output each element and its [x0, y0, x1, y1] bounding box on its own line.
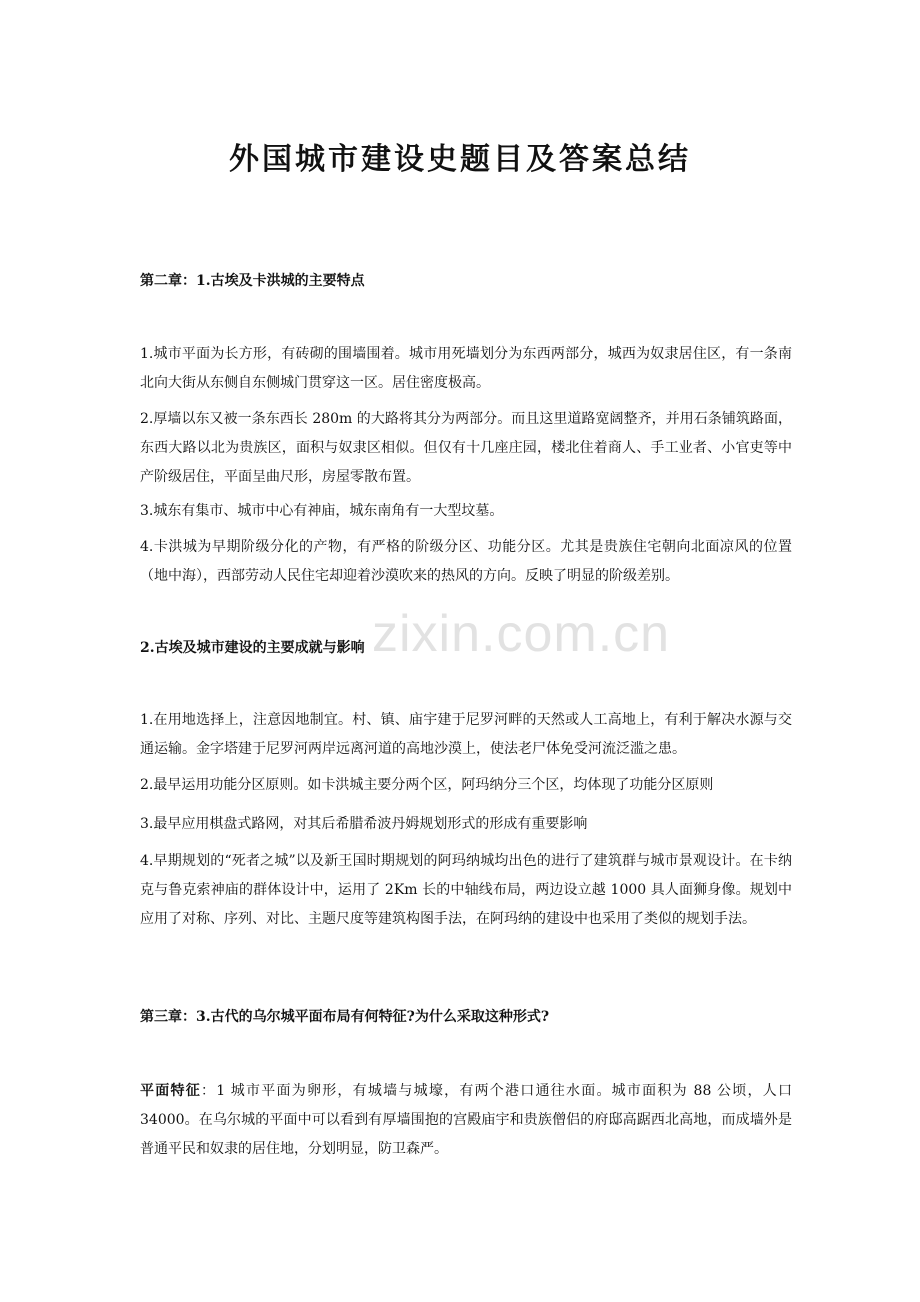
document-title: 外国城市建设史题目及答案总结	[229, 142, 691, 177]
paragraph-1-2: 2.厚墙以东又被一条东西长 280m 的大路将其分为两部分。而且这里道路宽阔整齐，并用石条铺筑路面，东西大路以北为贵族区，面积与奴隶区相似。但仅有十几座庄园，楼北住着商人、手工业者、小官吏等中产阶级居住，平面呈曲尺形，房屋零散布置。	[140, 411, 792, 485]
paragraph-1-4: 4.卡洪城为早期阶级分化的产物，有严格的阶级分区、功能分区。尤其是贵族住宅朝向北面凉风的位置（地中海），西部劳动人民住宅却迎着沙漠吹来的热风的方向。反映了明显的阶级差别。	[140, 539, 792, 584]
plan-feature-label: 平面特征	[140, 1083, 201, 1099]
paragraph-2-4: 4.早期规划的“死者之城”以及新王国时期规划的阿玛纳城均出色的进行了建筑群与城市景观设计。在卡纳克与鲁克索神庙的群体设计中，运用了 2Km 长的中轴线布局，两边设立越 1000 具人面狮身像。规划中应用了对称、序列、对比、主题尺度等建筑构图手法，在阿玛纳的建设中也采用了类似的规划手法。	[140, 853, 792, 927]
paragraph-1-1: 1.城市平面为长方形，有砖砌的围墙围着。城市用死墙划分为东西两部分，城西为奴隶居住区，有一条南北向大街从东侧自东侧城门贯穿这一区。居住密度极高。	[140, 346, 792, 391]
chapter-3-heading: 第三章：3.古代的乌尔城平面布局有何特征?为什么采取这种形式?	[140, 1009, 550, 1025]
watermark: zixin.com.cn	[372, 605, 671, 663]
chapter-2-heading: 第二章：1.古埃及卡洪城的主要特点	[140, 273, 365, 289]
plan-feature-text: ：1 城市平面为卵形，有城墙与城壕，有两个港口通往水面。城市面积为 88 公顷，人口 34000。在乌尔城的平面中可以看到有厚墙围抱的宫殿庙宇和贵族僧侣的府邸高踞西北高地，而成墙外是普通平民和奴隶的居住地，分划明显，防卫森严。	[140, 1083, 793, 1157]
paragraph-2-3: 3.最早应用棋盘式路网，对其后希腊希波丹姆规划形式的形成有重要影响	[140, 816, 588, 832]
paragraph-2-1: 1.在用地选择上，注意因地制宜。村、镇、庙宇建于尼罗河畔的天然或人工高地上，有利于解决水源与交通运输。金字塔建于尼罗河两岸远离河道的高地沙漠上，使法老尸体免受河流泛滥之患。	[140, 712, 792, 757]
paragraph-2-2: 2.最早运用功能分区原则。如卡洪城主要分两个区，阿玛纳分三个区，均体现了功能分区原则	[140, 777, 714, 793]
section-2-heading: 2.古埃及城市建设的主要成就与影响	[140, 640, 365, 656]
paragraph-1-3: 3.城东有集市、城市中心有神庙，城东南角有一大型坟墓。	[140, 503, 504, 519]
paragraph-3-1	[140, 1077, 792, 1164]
